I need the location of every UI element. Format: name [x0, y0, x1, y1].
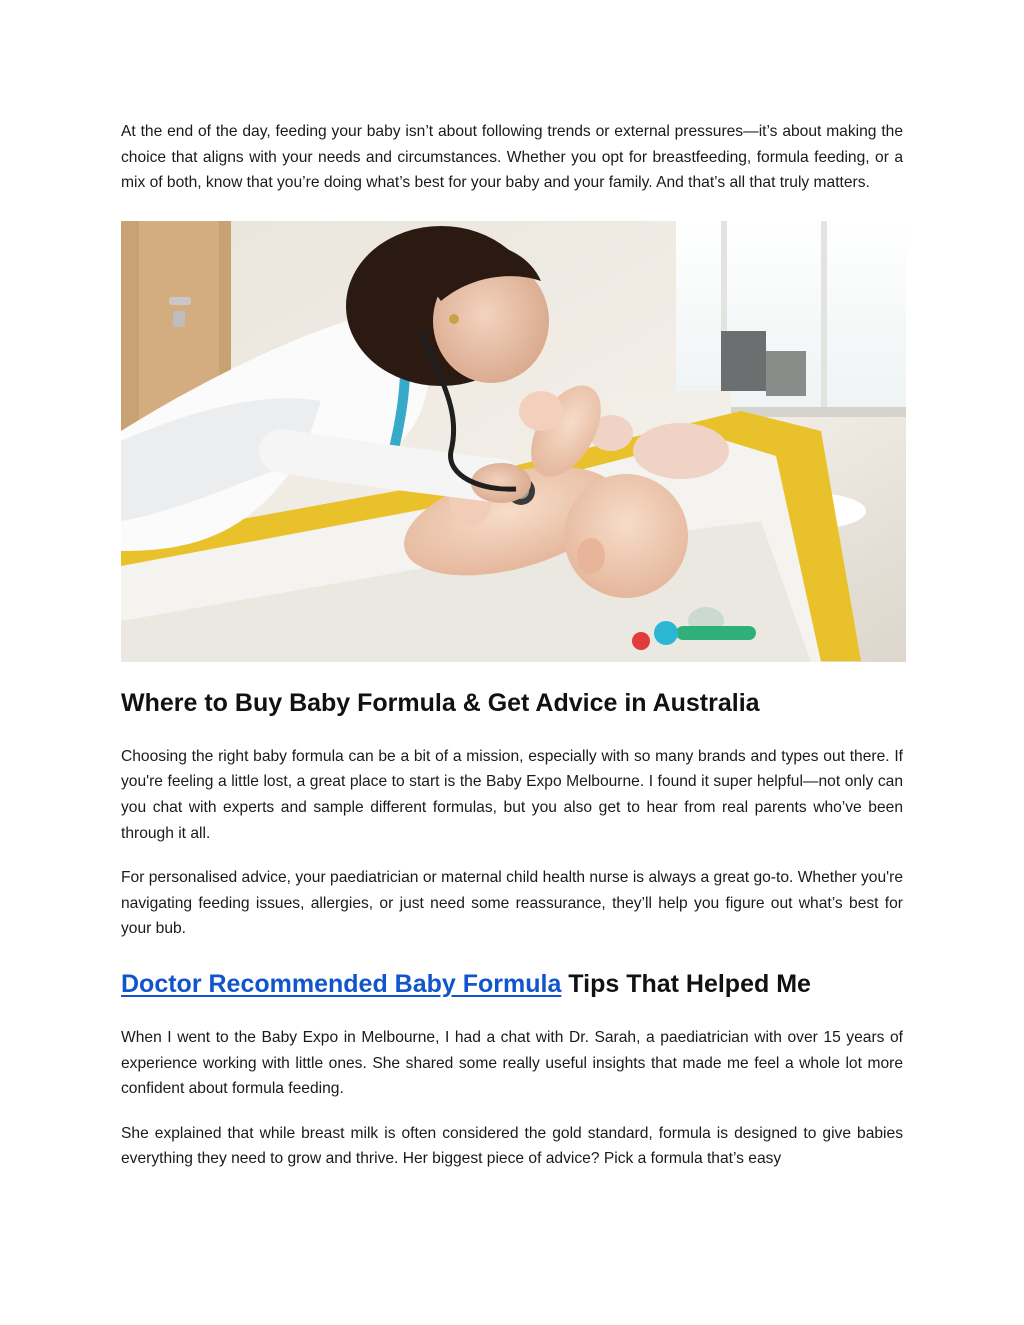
- where-to-buy-paragraph-1: Choosing the right baby formula can be a bit of a mission, especially with so many brands and types out there. If you're feeling a little lost, a great place to start is the Baby Expo Melbourne. I found it super helpful—not only can you chat with experts and sample different formulas, but you also get to hear from real parents who’ve been through it all.: [121, 747, 903, 842]
- doctor-paragraph-1: When I went to the Baby Expo in Melbourne, I had a chat with Dr. Sarah, a paediatrician with over 15 years of experience working with little ones. She shared some really useful insights that made me feel a whole lot more confident about formula feeding.: [121, 1028, 903, 1098]
- doctor-heading-rest: Tips That Helped Me: [561, 969, 811, 998]
- where-to-buy-heading: Where to Buy Baby Formula & Get Advice in Australia: [121, 688, 760, 717]
- doctor-recommended-formula-link[interactable]: Doctor Recommended Baby Formula: [121, 969, 562, 998]
- doctor-paragraph-2: She explained that while breast milk is often considered the gold standard, formula is designed to give babies everything they need to grow and thrive. Her biggest piece of advice? Pick a formula that’s easy: [121, 1124, 903, 1168]
- doctor-examining-baby-photo: [121, 221, 906, 662]
- doctor-recommended-heading: [121, 969, 903, 999]
- intro-paragraph: At the end of the day, feeding your baby isn’t about following trends or external pressures—it’s about making the choice that aligns with your needs and circumstances. Whether you opt for breastfeeding, formula feeding, or a mix of both, know that you’re doing what’s best for your baby and your family. And that’s all that truly matters.: [121, 123, 903, 192]
- where-to-buy-paragraph-2: For personalised advice, your paediatrician or maternal child health nurse is always a great go-to. Whether you're navigating feeding issues, allergies, or just need some reassurance, they’ll help you figure out what’s best for your bub.: [121, 869, 903, 938]
- document-content: [121, 119, 903, 1172]
